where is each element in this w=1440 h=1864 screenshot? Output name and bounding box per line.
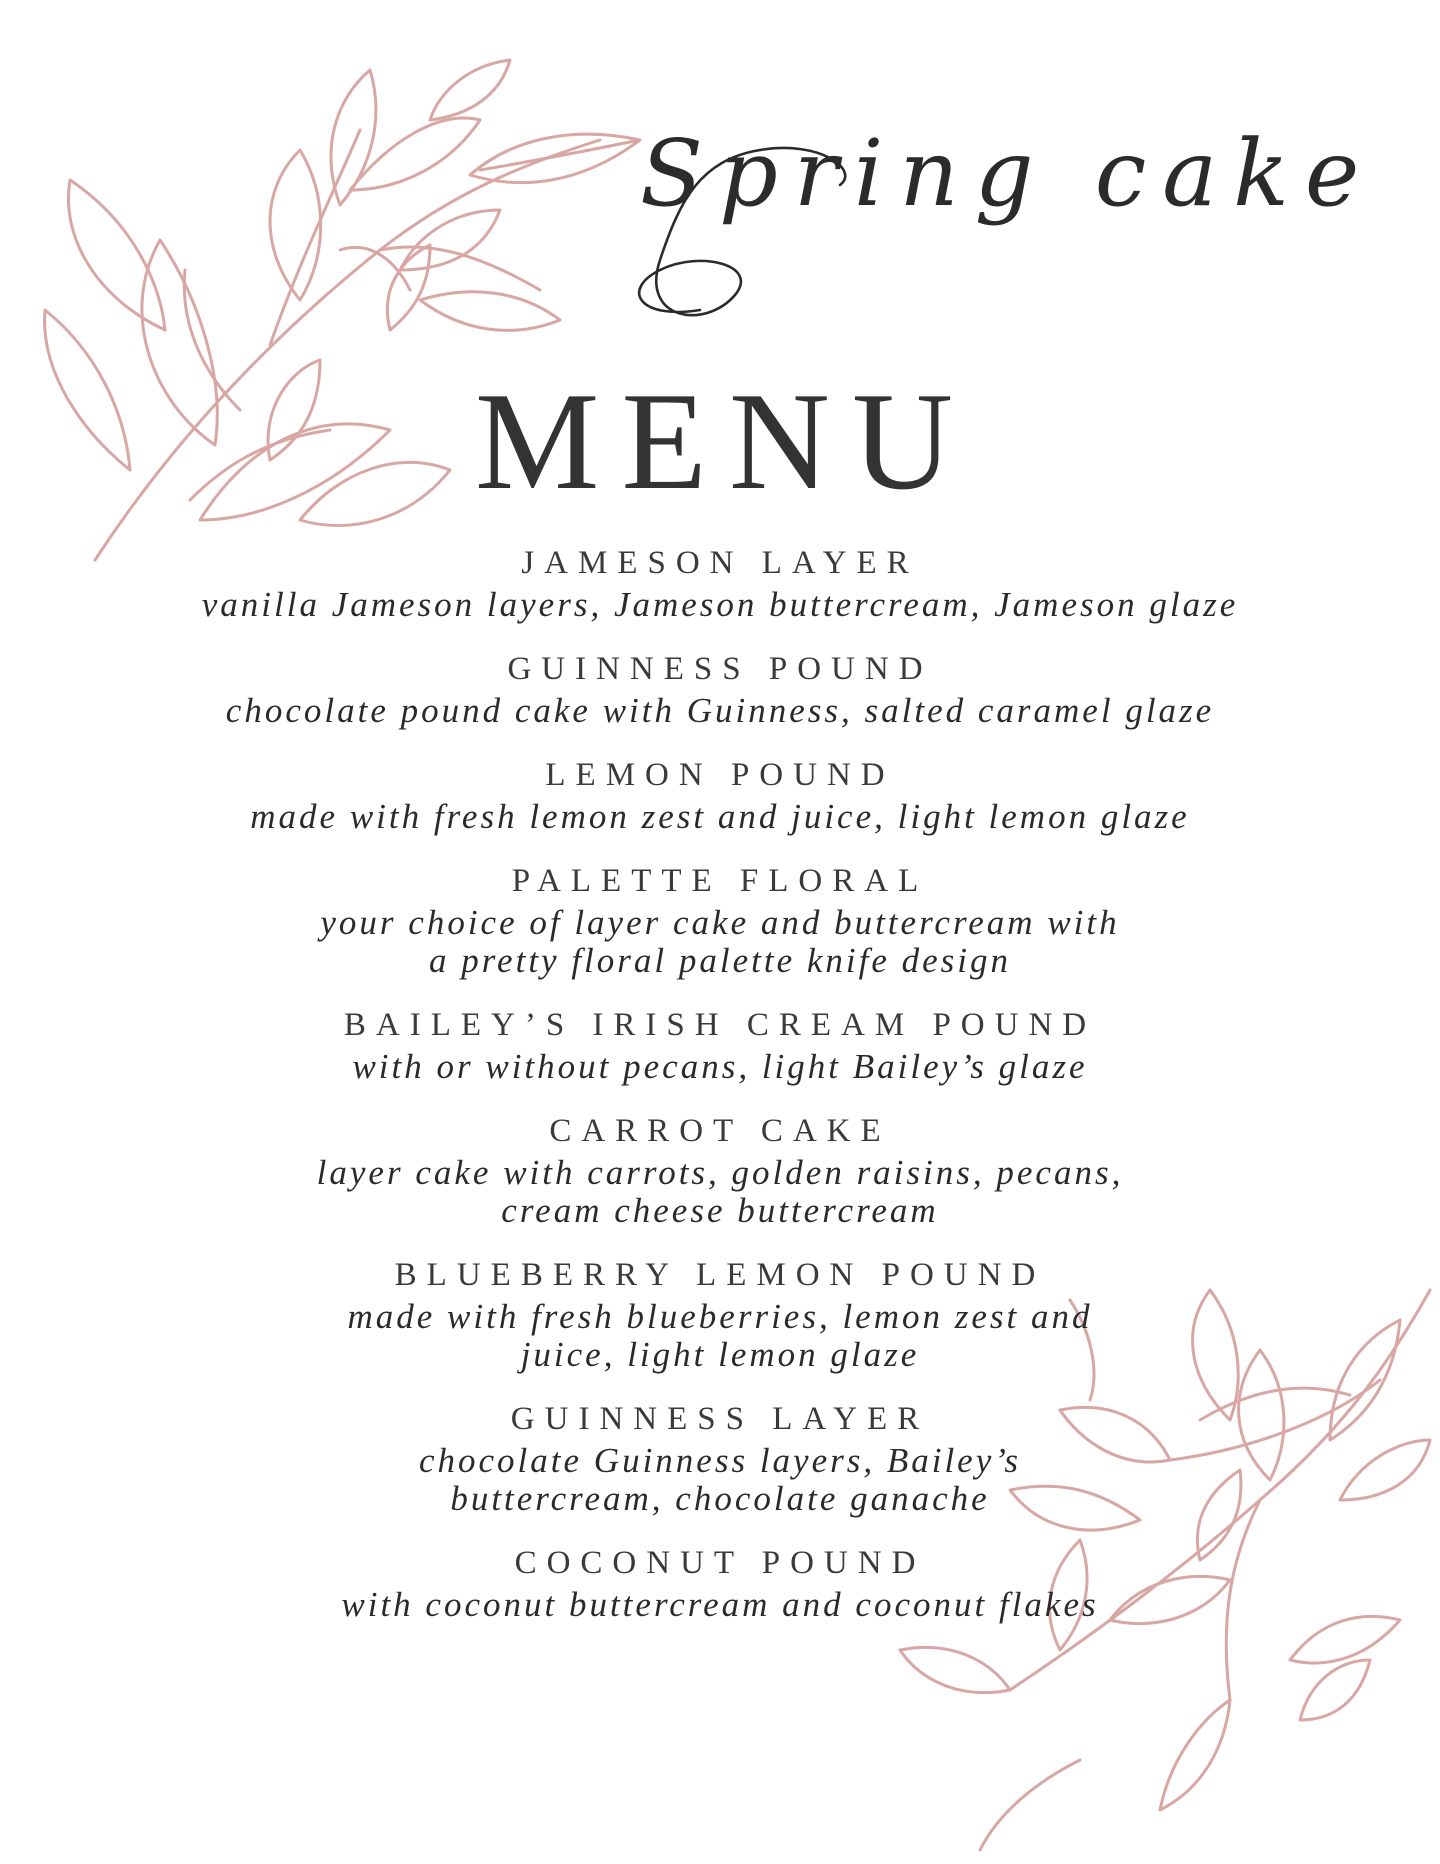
script-title: Spring cake	[640, 120, 1376, 227]
menu-item-description: with or without pecans, light Bailey’s glaze	[352, 1047, 1088, 1086]
menu-item	[150, 646, 1290, 730]
menu-item-description: chocolate pound cake with Guinness, salted caramel glaze	[225, 691, 1215, 730]
menu-item-name: GUINNESS LAYER	[510, 1401, 930, 1437]
menu-item-name: JAMESON LAYER	[521, 545, 919, 581]
menu-item-description: made with fresh blueberries, lemon zest and juice, light lemon glaze	[347, 1297, 1093, 1374]
menu-item-description: vanilla Jameson layers, Jameson buttercream, Jameson glaze	[201, 585, 1239, 624]
menu-item	[150, 858, 1290, 980]
menu-item	[150, 540, 1290, 624]
menu-item	[150, 1002, 1290, 1086]
menu-item-name: BAILEY’S IRISH CREAM POUND	[343, 1007, 1097, 1043]
menu-title: MENU	[474, 364, 976, 519]
menu-item	[150, 1396, 1290, 1518]
menu-item	[150, 1252, 1290, 1374]
menu-item-description: layer cake with carrots, golden raisins, pecans, cream cheese buttercream	[316, 1153, 1124, 1230]
menu-item	[150, 752, 1290, 836]
menu-items-list	[150, 540, 1290, 1646]
menu-item-name: GUINNESS POUND	[507, 651, 933, 687]
menu-item-name: PALETTE FLORAL	[511, 863, 929, 899]
menu-item	[150, 1540, 1290, 1624]
menu-item-name: CARROT CAKE	[549, 1113, 891, 1149]
menu-item-name: LEMON POUND	[545, 757, 895, 793]
menu-item-name: COCONUT POUND	[514, 1545, 926, 1581]
menu-item-description: with coconut buttercream and coconut flakes	[341, 1585, 1099, 1624]
menu-item-description: your choice of layer cake and buttercream with a pretty floral palette knife design	[320, 903, 1120, 980]
menu-item-name: BLUEBERRY LEMON POUND	[394, 1257, 1046, 1293]
menu-item	[150, 1108, 1290, 1230]
menu-item-description: made with fresh lemon zest and juice, light lemon glaze	[250, 797, 1190, 836]
menu-item-description: chocolate Guinness layers, Bailey’s buttercream, chocolate ganache	[418, 1441, 1022, 1518]
